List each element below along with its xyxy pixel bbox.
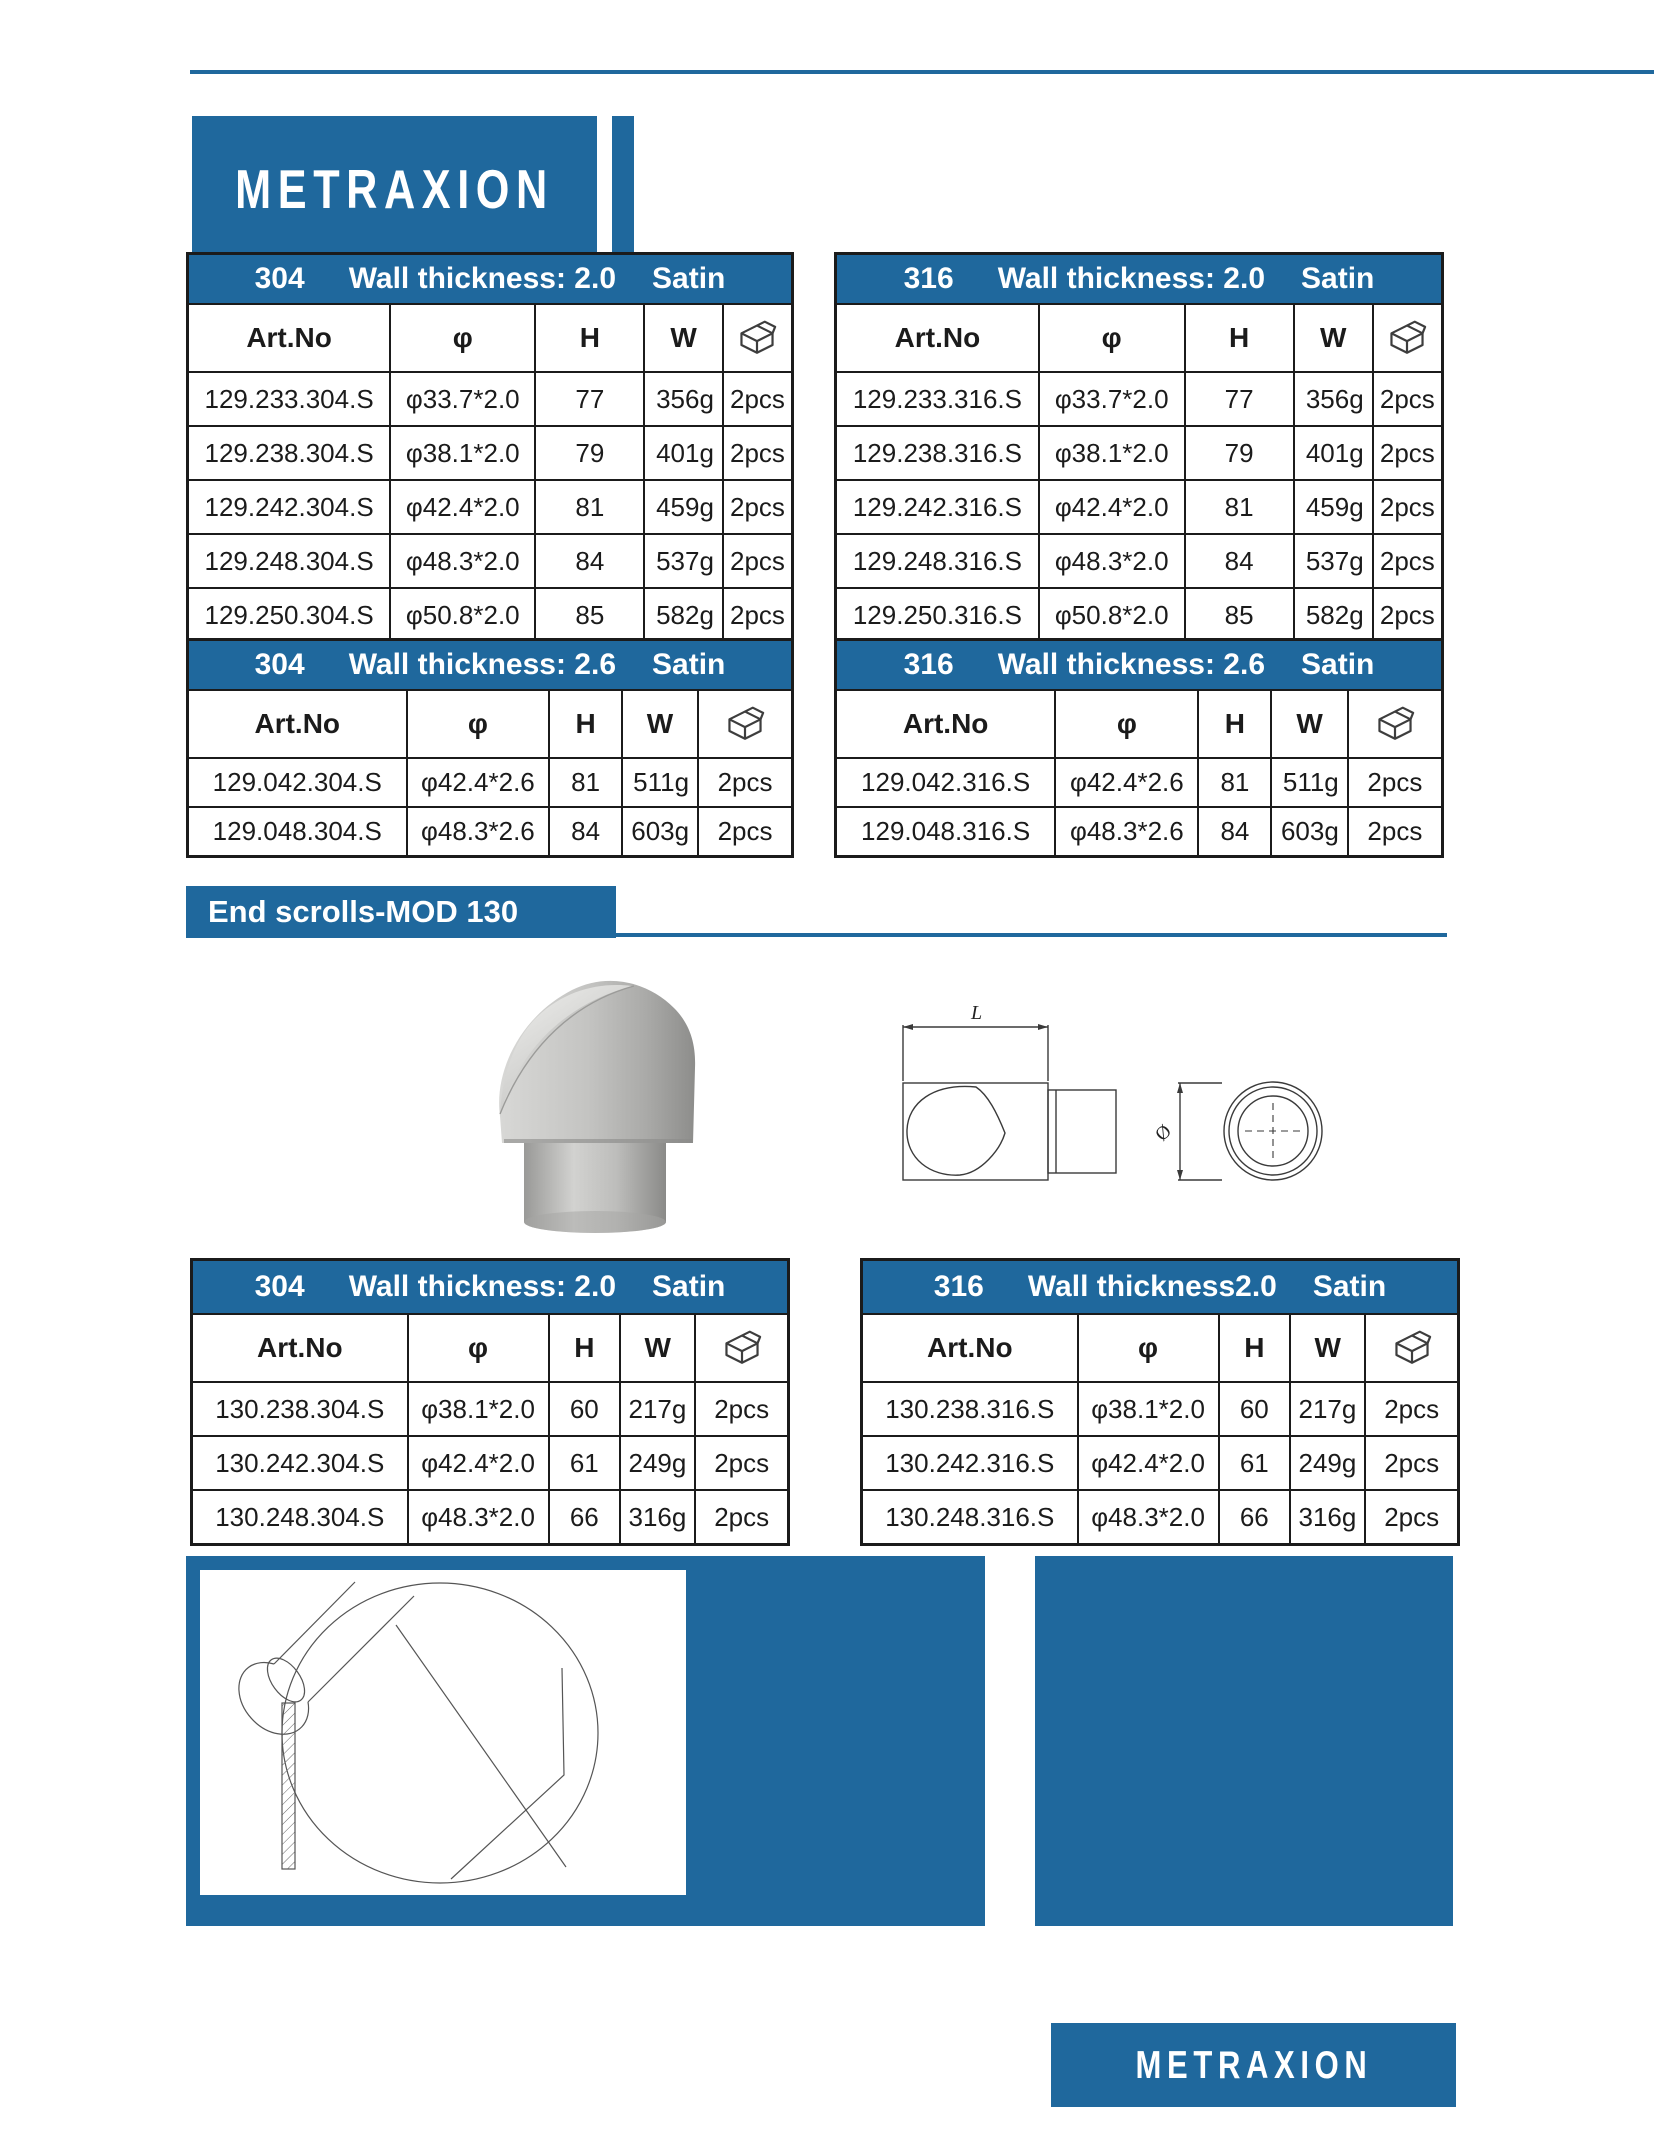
- table-cell: φ33.7*2.0: [390, 372, 535, 426]
- brand-logo-top: [192, 116, 597, 262]
- table-row: [862, 1382, 1459, 1436]
- thickness-label: Wall thickness: 2.6: [348, 648, 617, 681]
- table-cell: 582g: [644, 588, 723, 643]
- table-cell: φ42.4*2.0: [390, 480, 535, 534]
- table-title-row: [188, 254, 793, 305]
- col-weight: W: [622, 690, 698, 758]
- table-cell: 77: [1185, 372, 1294, 426]
- table-cell: 130.248.316.S: [862, 1490, 1078, 1545]
- table-cell: 2pcs: [723, 372, 793, 426]
- table-cell: 61: [549, 1436, 621, 1490]
- table-row: [836, 372, 1443, 426]
- col-height: H: [549, 1314, 621, 1382]
- col-diameter: φ: [390, 304, 535, 372]
- table-cell: 2pcs: [723, 588, 793, 643]
- table-row: [862, 1436, 1459, 1490]
- table-row: [188, 758, 793, 807]
- spec-table-316-2.6: [834, 638, 1444, 858]
- section-banner-label: End scrolls-MOD 130: [208, 894, 519, 929]
- table-cell: 459g: [1294, 480, 1373, 534]
- table-row: [192, 1436, 789, 1490]
- table-cell: 2pcs: [723, 480, 793, 534]
- table-cell: 459g: [644, 480, 723, 534]
- table-cell: 66: [1219, 1490, 1291, 1545]
- table-cell: 129.042.304.S: [188, 758, 407, 807]
- table-cell: 316g: [620, 1490, 695, 1545]
- table-row: [836, 807, 1443, 857]
- table-title-row: [836, 254, 1443, 305]
- table-cell: 130.248.304.S: [192, 1490, 408, 1545]
- table-cell: 2pcs: [1373, 426, 1443, 480]
- table-cell: 85: [1185, 588, 1294, 643]
- grade-label: 316: [933, 1270, 984, 1303]
- table-cell: φ38.1*2.0: [390, 426, 535, 480]
- application-drawing: [200, 1570, 686, 1895]
- table-cell: 129.248.304.S: [188, 534, 391, 588]
- spec-table-mod130-316: [860, 1258, 1460, 1546]
- grade-label: 316: [903, 262, 954, 295]
- col-diameter: φ: [408, 1314, 549, 1382]
- table-row: [192, 1382, 789, 1436]
- table-cell: 84: [1198, 807, 1271, 857]
- table-cell: 60: [549, 1382, 621, 1436]
- col-height: H: [1185, 304, 1294, 372]
- table-cell: 77: [535, 372, 644, 426]
- table-cell: φ48.3*2.0: [408, 1490, 549, 1545]
- brand-logo-accent-bar: [612, 116, 634, 262]
- table-cell: 249g: [620, 1436, 695, 1490]
- col-weight: W: [644, 304, 723, 372]
- table-cell: φ48.3*2.0: [1078, 1490, 1219, 1545]
- column-header-row: [836, 690, 1443, 758]
- table-title-row: [192, 1260, 789, 1315]
- table-cell: 401g: [1294, 426, 1373, 480]
- table-cell: 61: [1219, 1436, 1291, 1490]
- package-box-icon: [1365, 1314, 1458, 1382]
- table-cell: 356g: [644, 372, 723, 426]
- col-artno: Art.No: [862, 1314, 1078, 1382]
- table-title-row: [836, 640, 1443, 691]
- table-cell: 81: [549, 758, 622, 807]
- col-diameter: φ: [1078, 1314, 1219, 1382]
- dim-diameter-label: Ø: [1151, 1120, 1176, 1146]
- thickness-label: Wall thickness: 2.6: [997, 648, 1266, 681]
- table-cell: φ38.1*2.0: [408, 1382, 549, 1436]
- table-cell: φ38.1*2.0: [1039, 426, 1185, 480]
- package-box-icon: [1348, 690, 1443, 758]
- table-row: [836, 588, 1443, 643]
- table-cell: 2pcs: [1348, 758, 1443, 807]
- grade-label: 304: [254, 648, 305, 681]
- finish-label: Satin: [652, 1270, 726, 1303]
- brand-name: METRAXION: [235, 158, 554, 220]
- table-cell: 217g: [620, 1382, 695, 1436]
- table-cell: 217g: [1290, 1382, 1365, 1436]
- table-cell: 129.248.316.S: [836, 534, 1039, 588]
- table-cell: 356g: [1294, 372, 1373, 426]
- col-height: H: [549, 690, 622, 758]
- table-cell: 401g: [644, 426, 723, 480]
- table-row: [188, 480, 793, 534]
- table-cell: 2pcs: [1373, 588, 1443, 643]
- application-drawing-panel: [200, 1570, 686, 1895]
- table-cell: 2pcs: [695, 1382, 788, 1436]
- spec-table-mod130-304: [190, 1258, 790, 1546]
- table-row: [192, 1490, 789, 1545]
- table-cell: φ38.1*2.0: [1078, 1382, 1219, 1436]
- table-row: [188, 534, 793, 588]
- col-artno: Art.No: [188, 304, 391, 372]
- table-cell: 511g: [622, 758, 698, 807]
- package-box-icon: [723, 304, 793, 372]
- table-cell: 66: [549, 1490, 621, 1545]
- table-cell: 2pcs: [695, 1490, 788, 1545]
- column-header-row: [188, 304, 793, 372]
- section-banner: [186, 886, 616, 938]
- spec-table-304-2.6: [186, 638, 794, 858]
- table-row: [188, 372, 793, 426]
- table-cell: 130.242.304.S: [192, 1436, 408, 1490]
- table-cell: φ48.3*2.6: [407, 807, 550, 857]
- table-cell: 603g: [622, 807, 698, 857]
- column-header-row: [192, 1314, 789, 1382]
- table-cell: 129.238.316.S: [836, 426, 1039, 480]
- col-weight: W: [1290, 1314, 1365, 1382]
- thickness-label: Wall thickness: 2.0: [348, 1270, 617, 1303]
- finish-label: Satin: [1301, 648, 1375, 681]
- table-cell: 129.048.304.S: [188, 807, 407, 857]
- table-cell: φ42.4*2.0: [408, 1436, 549, 1490]
- grade-label: 304: [254, 262, 305, 295]
- table-row: [188, 807, 793, 857]
- finish-label: Satin: [652, 262, 726, 295]
- table-cell: 129.250.304.S: [188, 588, 391, 643]
- table-cell: 129.238.304.S: [188, 426, 391, 480]
- table-title-row: [188, 640, 793, 691]
- table-cell: φ48.3*2.0: [1039, 534, 1185, 588]
- table-cell: 511g: [1271, 758, 1347, 807]
- table-cell: 84: [549, 807, 622, 857]
- finish-label: Satin: [652, 648, 726, 681]
- table-cell: 129.048.316.S: [836, 807, 1056, 857]
- table-cell: φ50.8*2.0: [390, 588, 535, 643]
- table-cell: 79: [535, 426, 644, 480]
- table-cell: φ50.8*2.0: [1039, 588, 1185, 643]
- package-box-icon: [1373, 304, 1443, 372]
- table-cell: 60: [1219, 1382, 1291, 1436]
- table-cell: φ48.3*2.6: [1055, 807, 1198, 857]
- table-cell: φ48.3*2.0: [390, 534, 535, 588]
- table-cell: 2pcs: [698, 807, 792, 857]
- table-cell: 81: [1198, 758, 1271, 807]
- col-height: H: [535, 304, 644, 372]
- col-weight: W: [620, 1314, 695, 1382]
- table-cell: 316g: [1290, 1490, 1365, 1545]
- table-cell: φ42.4*2.0: [1039, 480, 1185, 534]
- col-diameter: φ: [1055, 690, 1198, 758]
- spec-table-316-2.0: [834, 252, 1444, 644]
- table-cell: 582g: [1294, 588, 1373, 643]
- table-cell: 79: [1185, 426, 1294, 480]
- table-cell: 81: [1185, 480, 1294, 534]
- col-height: H: [1198, 690, 1271, 758]
- grade-label: 304: [254, 1270, 305, 1303]
- table-cell: 129.242.304.S: [188, 480, 391, 534]
- table-cell: φ42.4*2.6: [407, 758, 550, 807]
- thickness-label: Wall thickness: 2.0: [348, 262, 617, 295]
- grade-label: 316: [903, 648, 954, 681]
- col-artno: Art.No: [836, 304, 1039, 372]
- table-cell: 130.242.316.S: [862, 1436, 1078, 1490]
- table-cell: 537g: [644, 534, 723, 588]
- product-photo-end-scroll: [480, 956, 710, 1241]
- table-row: [836, 426, 1443, 480]
- brand-logo-bottom: [1051, 2023, 1456, 2107]
- col-height: H: [1219, 1314, 1291, 1382]
- table-cell: φ42.4*2.0: [1078, 1436, 1219, 1490]
- package-box-icon: [695, 1314, 788, 1382]
- col-weight: W: [1294, 304, 1373, 372]
- table-cell: 2pcs: [698, 758, 792, 807]
- brand-name: METRAXION: [1135, 2042, 1372, 2087]
- spec-table-304-2.0: [186, 252, 794, 644]
- column-header-row: [188, 690, 793, 758]
- table-cell: 2pcs: [1365, 1436, 1458, 1490]
- table-cell: 129.233.316.S: [836, 372, 1039, 426]
- table-cell: 130.238.304.S: [192, 1382, 408, 1436]
- table-cell: φ42.4*2.6: [1055, 758, 1198, 807]
- table-cell: 129.233.304.S: [188, 372, 391, 426]
- table-cell: 2pcs: [695, 1436, 788, 1490]
- table-cell: 2pcs: [1348, 807, 1443, 857]
- finish-label: Satin: [1312, 1270, 1387, 1303]
- table-cell: 130.238.316.S: [862, 1382, 1078, 1436]
- col-artno: Art.No: [188, 690, 407, 758]
- table-cell: 129.042.316.S: [836, 758, 1056, 807]
- table-title-row: [862, 1260, 1459, 1315]
- technical-drawing: [878, 995, 1350, 1210]
- table-cell: 2pcs: [1373, 372, 1443, 426]
- table-cell: 129.242.316.S: [836, 480, 1039, 534]
- header-rule: [190, 70, 1654, 74]
- table-row: [836, 534, 1443, 588]
- column-header-row: [862, 1314, 1459, 1382]
- table-cell: 249g: [1290, 1436, 1365, 1490]
- table-cell: 85: [535, 588, 644, 643]
- table-cell: 537g: [1294, 534, 1373, 588]
- thickness-label: Wall thickness: 2.0: [997, 262, 1266, 295]
- package-box-icon: [698, 690, 792, 758]
- col-diameter: φ: [1039, 304, 1185, 372]
- table-cell: 603g: [1271, 807, 1347, 857]
- table-row: [836, 480, 1443, 534]
- table-cell: 2pcs: [1373, 480, 1443, 534]
- accent-panel: [1035, 1556, 1453, 1926]
- table-cell: 2pcs: [723, 534, 793, 588]
- dim-length-label: L: [971, 1002, 983, 1024]
- table-cell: φ33.7*2.0: [1039, 372, 1185, 426]
- thickness-label: Wall thickness2.0: [1027, 1270, 1277, 1303]
- table-row: [188, 588, 793, 643]
- col-weight: W: [1271, 690, 1347, 758]
- table-cell: 81: [535, 480, 644, 534]
- table-cell: 129.250.316.S: [836, 588, 1039, 643]
- col-diameter: φ: [407, 690, 550, 758]
- table-cell: 84: [1185, 534, 1294, 588]
- table-row: [836, 758, 1443, 807]
- finish-label: Satin: [1301, 262, 1375, 295]
- table-cell: 2pcs: [723, 426, 793, 480]
- table-row: [188, 426, 793, 480]
- table-cell: 84: [535, 534, 644, 588]
- table-cell: 2pcs: [1365, 1490, 1458, 1545]
- col-artno: Art.No: [192, 1314, 408, 1382]
- table-row: [862, 1490, 1459, 1545]
- table-cell: 2pcs: [1365, 1382, 1458, 1436]
- table-cell: 2pcs: [1373, 534, 1443, 588]
- col-artno: Art.No: [836, 690, 1056, 758]
- column-header-row: [836, 304, 1443, 372]
